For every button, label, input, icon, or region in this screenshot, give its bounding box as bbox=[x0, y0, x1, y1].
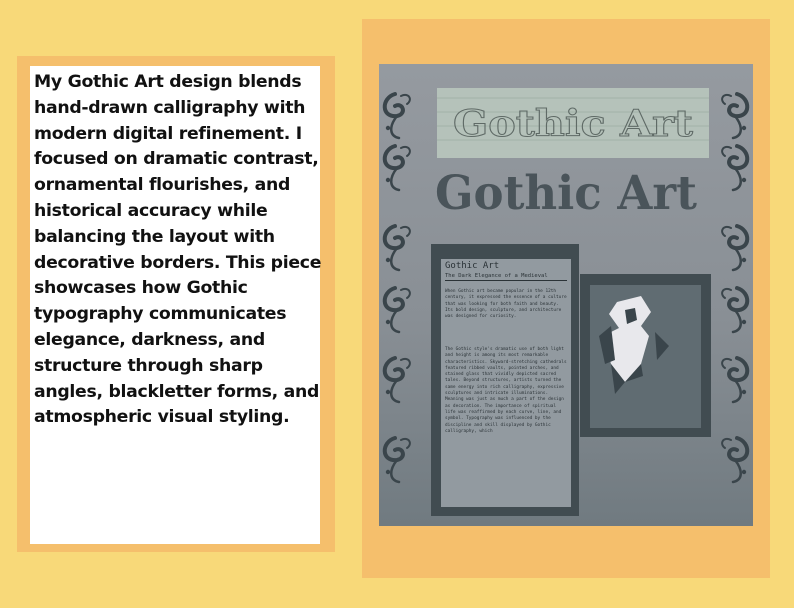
sketch-title: Gothic Art bbox=[453, 103, 694, 145]
article-paragraph: When Gothic art became popular in the 12th century, it expressed the essence of a culture that was looking for both faith and beauty. Its bold design, sculpture, and architecture was designed for curiosity. bbox=[445, 289, 567, 320]
artist-statement: My Gothic Art design blends hand-drawn calligraphy with modern digital refinement. I focused on dramatic contrast, ornamental flourishes, and historical accuracy while balancing the layout with decorative borders. This piece showcases how Gothic typography communicates elegance, darkness, and structure through sharp angles, blackletter forms, and atmospheric visual styling. bbox=[34, 72, 322, 428]
blackletter-initial-icon bbox=[599, 296, 669, 394]
gothic-art-poster bbox=[379, 64, 753, 526]
article-paragraph: The Gothic style's dramatic use of both light and height is among its most remarkable characteristics. Skyward-stretching cathedrals featured ribbed vaults, pointed arches, and stained glass that vividly depicted sacred tales. Beyond structures, artists turned the same energy into rich calligraphy, expressive sculptures and intricate illuminations. Meaning was just as much a part of the design as decoration. The importance of spiritual life was reaffirmed by each curve, line, and symbol. Typography was influenced by the discipline and skill displayed by Gothic calligraphy, which bbox=[445, 347, 567, 434]
article-subheading: The Dark Elegance of a Medieval bbox=[445, 273, 548, 279]
initial-overlay bbox=[379, 64, 753, 526]
poster-main-title: Gothic Art bbox=[435, 166, 698, 221]
article-heading: Gothic Art bbox=[445, 261, 500, 271]
